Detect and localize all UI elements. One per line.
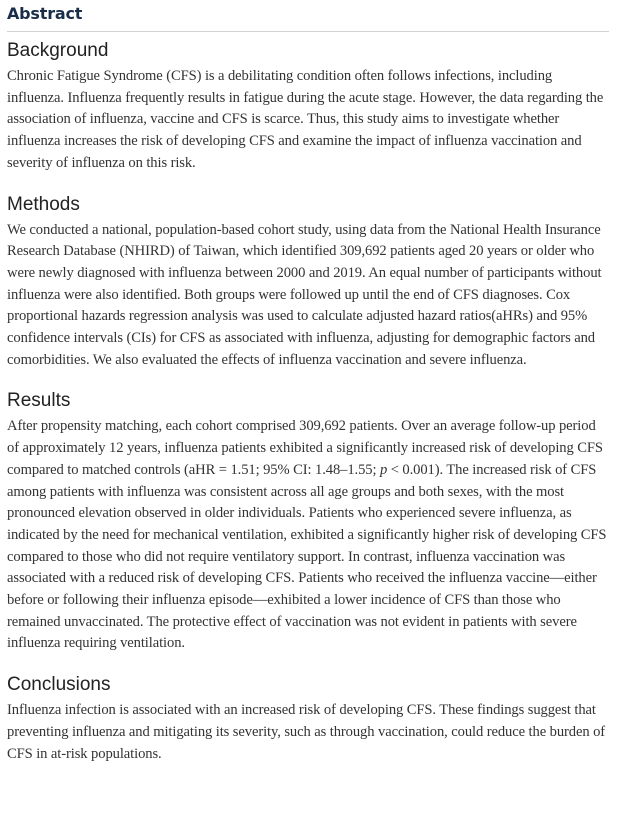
abstract-title: Abstract bbox=[7, 4, 83, 23]
p-value-symbol: p bbox=[379, 461, 388, 478]
section-heading-background: Background bbox=[7, 40, 109, 61]
results-text-part-1: After propensity matching, each cohort comprised 309,692 patients. Over an average follow-up period of approximately 12 years, influenza patients exhibited a significantly increased risk of developing CFS compared to matched controls (aHR = 1.51; 95% CI: 1.48–1.55; bbox=[7, 418, 603, 478]
section-body-results bbox=[7, 416, 611, 655]
section-heading-methods: Methods bbox=[7, 193, 80, 215]
section-body-background: Chronic Fatigue Syndrome (CFS) is a debilitating condition often follows infections, including influenza. Influenza frequently results in fatigue during the acute stage. However, the data regarding the association of influenza, vaccine and CFS is scarce. Thus, this study aims to investigate whether influenza increases the risk of developing CFS and examine the impact of influenza vaccination and severity of influenza on this risk. bbox=[7, 68, 604, 171]
section-background bbox=[7, 39, 611, 175]
abstract-container bbox=[7, 0, 611, 765]
section-body-conclusions: Influenza infection is associated with an increased risk of developing CFS. These findings suggest that preventing influenza and mitigating its severity, such as through vaccination, could reduce the burden of CFS in at-risk populations. bbox=[7, 702, 606, 762]
section-heading-results: Results bbox=[7, 390, 71, 412]
section-results bbox=[7, 389, 611, 655]
section-methods bbox=[7, 193, 611, 372]
title-divider bbox=[7, 31, 609, 32]
section-heading-conclusions: Conclusions bbox=[7, 674, 111, 696]
section-conclusions bbox=[7, 673, 611, 765]
results-text-part-2: < 0.001). The increased risk of CFS among patients with influenza was consistent across all age groups and both sexes, with the most pronounced elevation observed in older individuals. Patients who experienced severe influenza, as indicated by the need for mechanical ventilation, exhibited a significantly higher risk of developing CFS compared to those who did not require ventilatory support. In contrast, influenza vaccination was associated with a reduced risk of developing CFS. Patients who received the influenza vaccine—either before or following their influenza episode—exhibited a lower incidence of CFS than those who remained unvaccinated. The protective effect of vaccination was not evident in patients with severe influenza requiring ventilation. bbox=[7, 461, 607, 652]
section-body-methods: We conducted a national, population-based cohort study, using data from the National Health Insurance Research Database (NHIRD) of Taiwan, which identified 309,692 patients aged 20 years or older who were newly diagnosed with influenza between 2000 and 2019. An equal number of participants without influenza were also identified. Both groups were followed up until the end of CFS diagnoses. Cox proportional hazards regression analysis was used to calculate adjusted hazard ratios(aHRs) and 95% confidence intervals (CIs) for CFS as associated with influenza, adjusting for demographic factors and comorbidities. We also evaluated the effects of influenza vaccination and severe influenza. bbox=[7, 221, 602, 368]
